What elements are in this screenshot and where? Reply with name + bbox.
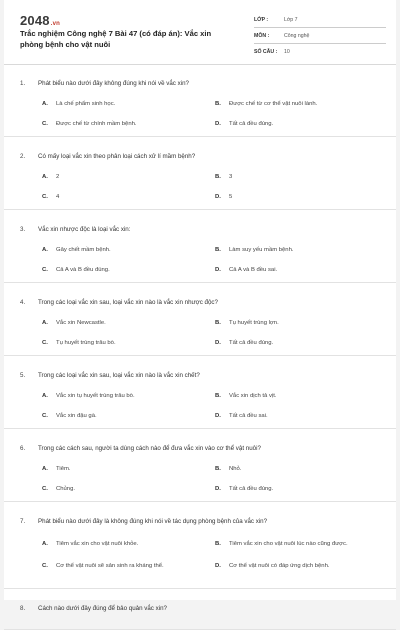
question-stem: Có mấy loại vắc xin theo phân loại cách xử lí mầm bệnh? [38, 153, 196, 160]
question-stem: Trong các loại vắc xin sau, loại vắc xin nào là vắc xin chết? [38, 372, 200, 379]
question-number: 2. [20, 153, 26, 160]
option-letter: A. [42, 393, 48, 399]
meta-row-count [254, 44, 386, 59]
meta-label: LỚP : [254, 16, 269, 23]
question-1 [4, 64, 396, 137]
option-letter: C. [42, 267, 48, 273]
question-stem: Trong các cách sau, người ta dùng cách nào để đưa vắc xin vào cơ thể vật nuôi? [38, 445, 261, 452]
option-letter: C. [42, 413, 48, 419]
meta-value: Lớp 7 [284, 16, 298, 23]
option-text: Tất cả đều sai. [229, 413, 268, 419]
option-letter: D. [215, 486, 221, 492]
question-6 [4, 429, 396, 502]
question-8 [4, 589, 396, 630]
question-number: 1. [20, 80, 26, 87]
option-text: Được chế từ chính mầm bệnh. [56, 121, 137, 127]
answer-option[interactable] [42, 266, 202, 274]
option-text: Cơ thể vật nuôi sẽ sản sinh ra kháng thể. [56, 563, 164, 569]
question-text [20, 80, 384, 88]
worksheet-header [4, 0, 396, 65]
question-stem: Phát biểu nào dưới đây là không đúng khi nói về tác dụng phòng bệnh của vắc xin? [38, 518, 268, 525]
question-number: 6. [20, 445, 26, 452]
answer-option[interactable] [42, 173, 202, 181]
option-text: Tụ huyết trùng lợn. [229, 320, 279, 326]
option-text: Tất cả đều đúng. [229, 486, 274, 492]
option-text: Chủng. [56, 486, 75, 492]
option-letter: B. [215, 541, 221, 547]
option-text: Tụ huyết trùng trâu bò. [56, 340, 116, 346]
answer-option[interactable] [215, 465, 385, 473]
option-text: Vắc xin đậu gà. [56, 413, 97, 419]
question-number: 5. [20, 372, 26, 379]
question-stem: Vắc xin nhược độc là loại vắc xin: [38, 226, 131, 233]
option-text: Vắc xin tụ huyết trùng trâu bò. [56, 393, 135, 399]
meta-value: 10 [284, 48, 290, 55]
question-number: 3. [20, 226, 26, 233]
answer-option[interactable] [215, 562, 385, 570]
option-letter: A. [42, 541, 48, 547]
answer-option[interactable] [42, 465, 202, 473]
question-3 [4, 210, 396, 283]
answer-option[interactable] [42, 392, 202, 400]
question-number: 4. [20, 299, 26, 306]
answer-option[interactable] [215, 120, 385, 128]
option-text: 3 [229, 174, 233, 180]
meta-table [254, 12, 386, 59]
option-text: Cả A và B đều đúng. [56, 267, 110, 273]
answer-option[interactable] [215, 485, 385, 493]
option-letter: C. [42, 563, 48, 569]
option-letter: C. [42, 340, 48, 346]
answer-option[interactable] [42, 120, 202, 128]
answer-option[interactable] [215, 266, 385, 274]
answer-option[interactable] [42, 339, 202, 347]
option-letter: D. [215, 194, 221, 200]
question-stem: Cách nào dưới đây đúng để bảo quản vắc xin? [38, 605, 167, 612]
meta-label: MÔN : [254, 32, 270, 39]
question-text [20, 518, 384, 526]
option-letter: B. [215, 101, 221, 107]
meta-row-class [254, 12, 386, 28]
question-stem: Trong các loại vắc xin sau, loại vắc xin nào là vắc xin nhược độc? [38, 299, 218, 306]
meta-label: SỐ CÂU : [254, 48, 278, 55]
question-number: 7. [20, 518, 26, 525]
option-text: Tiêm vắc xin cho vật nuôi lúc nào cũng được. [229, 541, 348, 547]
option-letter: B. [215, 320, 221, 326]
question-2 [4, 137, 396, 210]
option-letter: C. [42, 194, 48, 200]
option-text: Được chế từ cơ thể vật nuôi lành. [229, 101, 318, 107]
option-text: Vắc xin Newcastle. [56, 320, 106, 326]
worksheet-page [4, 0, 396, 612]
question-text [20, 153, 384, 161]
option-text: Nhỏ. [229, 466, 242, 472]
option-text: Gây chết mầm bệnh. [56, 247, 111, 253]
answer-option[interactable] [215, 412, 385, 420]
option-letter: D. [215, 413, 221, 419]
option-text: Tất cả đều đúng. [229, 340, 274, 346]
option-text: Tiêm. [56, 466, 71, 472]
answer-option[interactable] [42, 319, 202, 327]
question-text [20, 299, 384, 307]
option-text: 5 [229, 194, 233, 200]
answer-option[interactable] [215, 319, 385, 327]
option-letter: A. [42, 174, 48, 180]
option-text: 4 [56, 194, 60, 200]
answer-option[interactable] [42, 412, 202, 420]
question-5 [4, 356, 396, 429]
logo-text: 2048 [20, 13, 50, 28]
answer-option[interactable] [42, 193, 202, 201]
option-letter: C. [42, 121, 48, 127]
answer-option[interactable] [215, 100, 385, 108]
option-letter: B. [215, 247, 221, 253]
option-letter: B. [215, 466, 221, 472]
site-logo[interactable] [20, 13, 60, 28]
answer-option[interactable] [215, 392, 385, 400]
answer-option[interactable] [42, 540, 202, 548]
question-text [20, 372, 384, 380]
option-text: Tất cả đều đúng. [229, 121, 274, 127]
question-4 [4, 283, 396, 356]
answer-option[interactable] [42, 100, 202, 108]
option-letter: A. [42, 247, 48, 253]
option-letter: B. [215, 393, 221, 399]
document-title: Trắc nghiệm Công nghệ 7 Bài 47 (có đáp án): Vắc xin phòng bệnh cho vật nuôi [20, 29, 212, 49]
option-letter: A. [42, 466, 48, 472]
answer-option[interactable] [215, 193, 385, 201]
option-letter: C. [42, 486, 48, 492]
question-list [4, 64, 396, 630]
option-letter: A. [42, 320, 48, 326]
meta-value: Công nghệ [284, 32, 310, 39]
option-text: 2 [56, 174, 60, 180]
option-letter: D. [215, 267, 221, 273]
question-number: 8. [20, 605, 26, 612]
option-letter: D. [215, 121, 221, 127]
option-text: Vắc xin dịch tả vịt. [229, 393, 277, 399]
option-text: Làm suy yếu mầm bệnh. [229, 247, 294, 253]
option-text: Cơ thể vật nuôi có đáp ứng dịch bệnh. [229, 563, 330, 569]
logo-suffix: .vn [50, 21, 61, 27]
option-text: Cả A và B đều sai. [229, 267, 278, 273]
meta-row-subject [254, 28, 386, 44]
question-text [20, 445, 384, 453]
option-text: Là chế phẩm sinh học. [56, 101, 116, 107]
answer-option[interactable] [215, 540, 385, 548]
answer-option[interactable] [42, 246, 202, 254]
question-text [20, 226, 384, 234]
answer-option[interactable] [42, 485, 202, 493]
question-stem: Phát biểu nào dưới đây không đúng khi nói về vắc xin? [38, 80, 189, 87]
option-text: Tiêm vắc xin cho vật nuôi khỏe. [56, 541, 139, 547]
option-letter: D. [215, 340, 221, 346]
answer-option[interactable] [42, 562, 202, 570]
option-letter: B. [215, 174, 221, 180]
question-text [20, 605, 384, 613]
question-7 [4, 502, 396, 589]
option-letter: D. [215, 563, 221, 569]
answer-option[interactable] [215, 339, 385, 347]
answer-option[interactable] [215, 173, 385, 181]
answer-option[interactable] [215, 246, 385, 254]
option-letter: A. [42, 101, 48, 107]
